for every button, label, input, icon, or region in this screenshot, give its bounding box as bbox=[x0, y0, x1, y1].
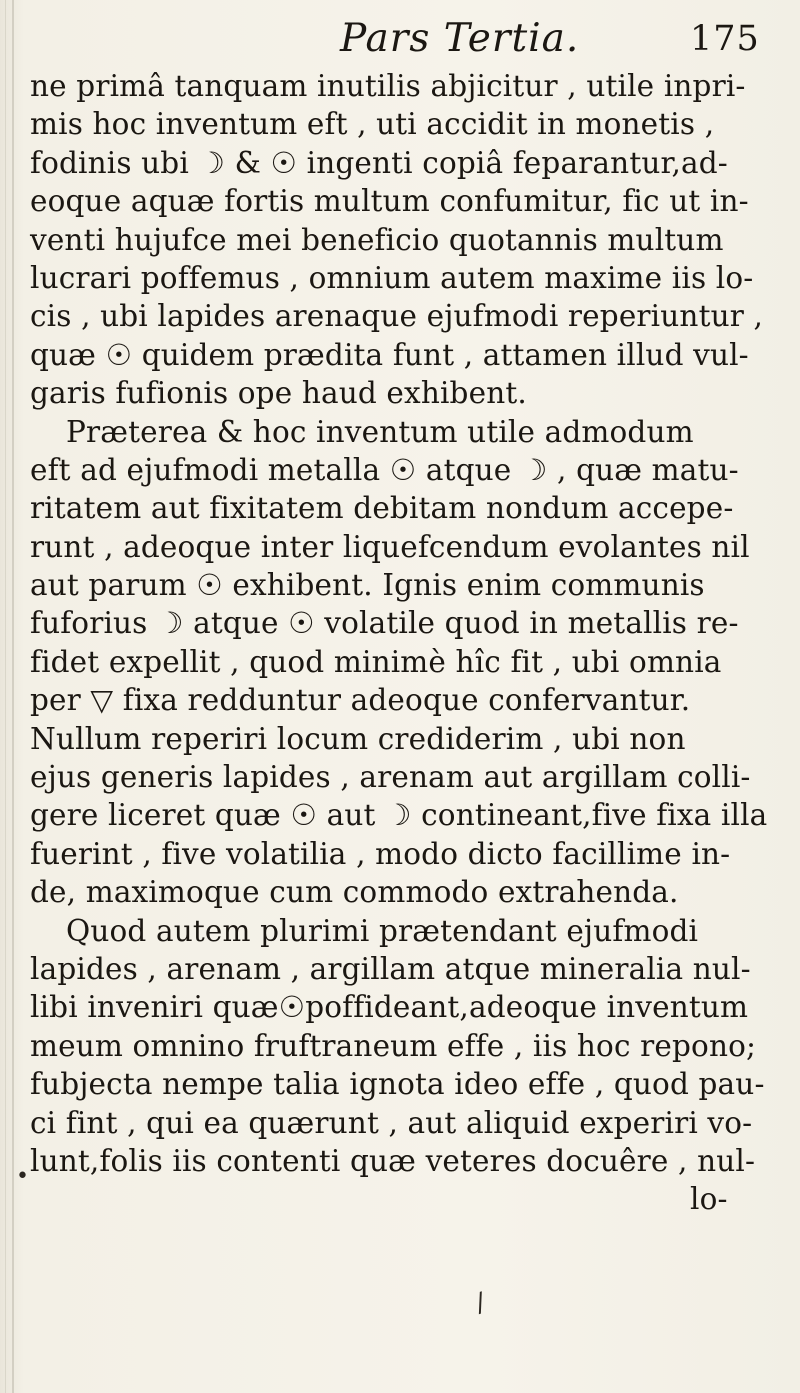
margin-dot: • bbox=[16, 1164, 29, 1189]
text-line: fidet expellit , quod minimè hîc fit , ubi omnia bbox=[30, 644, 722, 679]
running-title: Pars Tertia. bbox=[340, 16, 580, 61]
paragraph-start-line: Quod autem plurimi prætendant ejufmodi bbox=[66, 913, 699, 948]
text-line: ne primâ tanquam inutilis abjicitur , utile inpri- bbox=[30, 69, 746, 103]
text-line: garis fufionis ope haud exhibent. bbox=[30, 376, 527, 411]
text-line: lunt,folis iis contenti quæ veteres docuêre , nul- bbox=[30, 1143, 756, 1178]
text-line: fuerint , five volatilia , modo dicto facillime in- bbox=[30, 836, 731, 871]
text-line: mis hoc inventum eft , uti accidit in monetis , bbox=[30, 107, 715, 142]
stray-mark: / bbox=[472, 1287, 489, 1319]
body-text bbox=[30, 67, 772, 1219]
text-line: ci fint , qui ea quærunt , aut aliquid experiri vo- bbox=[30, 1105, 753, 1140]
text-line: venti hujufce mei beneficio quotannis multum bbox=[30, 222, 724, 257]
text-line: ritatem aut fixitatem debitam nondum accepe- bbox=[30, 491, 734, 526]
text-line: quæ ☉ quidem prædita funt , attamen illud vul- bbox=[30, 337, 749, 372]
text-line: de, maximoque cum commodo extrahenda. bbox=[30, 875, 679, 910]
text-line: aut parum ☉ exhibent. Ignis enim communis bbox=[30, 568, 705, 603]
gutter-shadow bbox=[5, 0, 6, 1393]
text-line: eft ad ejufmodi metalla ☉ atque ☽ , quæ matu- bbox=[30, 452, 739, 487]
text-line: Nullum reperiri locum crediderim , ubi non bbox=[30, 721, 686, 756]
text-line: per ▽ fixa redduntur adeoque confervantur. bbox=[30, 683, 691, 718]
text-line: fuforius ☽ atque ☉ volatile quod in metallis re- bbox=[30, 606, 739, 641]
paragraph-start-line: Præterea & hoc inventum utile admodum bbox=[66, 414, 694, 449]
page-header bbox=[0, 14, 800, 64]
catchword: lo- bbox=[690, 1182, 728, 1217]
text-line: lucrari poffemus , omnium autem maxime iis lo- bbox=[30, 260, 754, 295]
text-line: ejus generis lapides , arenam aut argillam colli- bbox=[30, 760, 751, 795]
text-line: meum omnino fruftraneum effe , iis hoc repono; bbox=[30, 1028, 757, 1063]
text-line: cis , ubi lapides arenaque ejufmodi reperiuntur , bbox=[30, 299, 764, 334]
text-line: eoque aquæ fortis multum confumitur, fic ut in- bbox=[30, 184, 749, 219]
gutter-edge bbox=[12, 0, 14, 1393]
text-line: lapides , arenam , argillam atque mineralia nul- bbox=[30, 951, 751, 986]
text-line: fodinis ubi ☽ & ☉ ingenti copiâ feparantur,ad- bbox=[30, 145, 728, 180]
text-line: runt , adeoque inter liquefcendum evolantes nil bbox=[30, 529, 750, 564]
text-line: gere liceret quæ ☉ aut ☽ contineant,five fixa illa bbox=[30, 798, 768, 833]
page-number: 175 bbox=[690, 19, 760, 59]
text-line: fubjecta nempe talia ignota ideo effe , quod pau- bbox=[30, 1067, 765, 1102]
text-line: libi inveniri quæ☉poffideant,adeoque inventum bbox=[30, 990, 749, 1025]
